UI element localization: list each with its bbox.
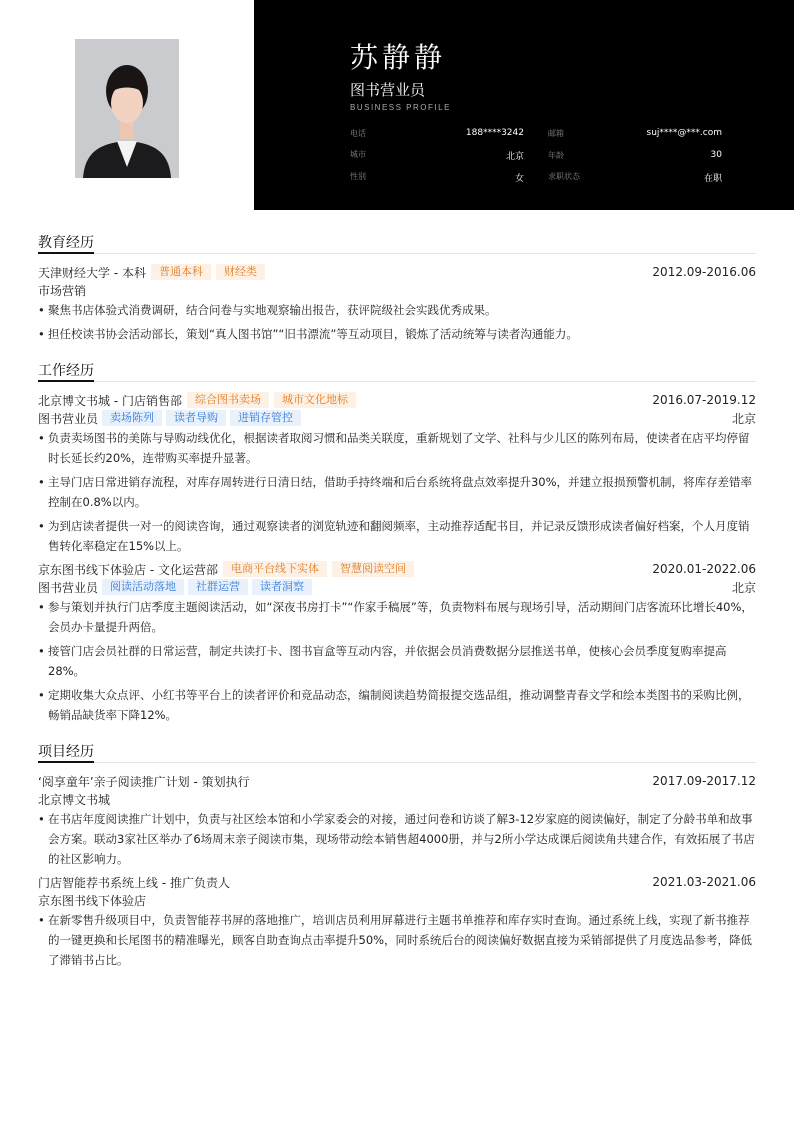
work-entry-head — [38, 560, 756, 578]
info-row — [350, 122, 722, 144]
role-tag: 社群运营 — [188, 579, 248, 595]
info-value: suj****@***.com — [646, 127, 722, 138]
project-entry-head — [38, 772, 756, 790]
project-name: ‘阅享童年’亲子阅读推广计划 - 策划执行 — [38, 774, 250, 789]
profile-subtitle: BUSINESS PROFILE — [350, 103, 451, 112]
entry-date: 2012.09-2016.06 — [652, 265, 756, 279]
school-name: 天津财经大学 - 本科 — [38, 265, 146, 280]
bullet-item: • 负责卖场图书的美陈与导购动线优化，根据读者取阅习惯和品类关联度，重新规划了文学、社科与少儿区的陈列布局，使读者在店平均停留时长延长约20%，连带购买率提升显著。 — [38, 428, 756, 468]
bullet-item: • 聚焦书店体验式消费调研，结合问卷与实地观察输出报告，获评院级社会实践优秀成果。 — [38, 300, 756, 320]
section-header — [38, 741, 756, 763]
role-name: 图书营业员 — [38, 580, 99, 595]
role-name: 图书营业员 — [38, 411, 99, 426]
bullet-item: • 为到店读者提供一对一的阅读咨询，通过观察读者的浏览轨迹和翻阅频率，主动推荐适配书目，并记录反馈形成读者偏好档案，个人月度销售转化率稳定在15%以上。 — [38, 516, 756, 556]
info-age — [536, 150, 722, 161]
section-header — [38, 232, 756, 254]
info-value: 30 — [710, 149, 722, 160]
info-value: 北京 — [505, 151, 524, 162]
school-tag: 财经类 — [216, 264, 265, 280]
info-label: 求职状态 — [548, 171, 580, 181]
info-label: 性别 — [350, 171, 366, 181]
bullet-item: • 定期收集大众点评、小红书等平台上的读者评价和竞品动态，编制阅读趋势简报提交选品组，推动调整青春文学和绘本类图书的采购比例，畅销品缺货率下降12%。 — [38, 685, 756, 725]
bullet-item: • 担任校读书协会活动部长，策划“真人图书馆”“旧书漂流”等互动项目，锻炼了活动统筹与读者沟通能力。 — [38, 324, 756, 344]
section-header — [38, 360, 756, 382]
section-title: 教育经历 — [38, 232, 94, 254]
work-city: 北京 — [731, 580, 756, 595]
company-name: 京东图书线下体验店 - 文化运营部 — [38, 562, 218, 577]
entry-date: 2021.03-2021.06 — [652, 875, 756, 889]
education-section — [38, 232, 756, 344]
work-bullets — [38, 597, 756, 725]
project-entry-head — [38, 873, 756, 891]
section-title: 工作经历 — [38, 360, 94, 382]
bullet-item: • 主导门店日常进销存流程，对库存周转进行日清日结，借助手持终端和后台系统将盘点效率提升30%，并建立报损预警机制，将库存差错率控制在0.8%以内。 — [38, 472, 756, 512]
info-label: 城市 — [350, 149, 366, 159]
info-label: 电话 — [350, 128, 366, 138]
work-section — [38, 360, 756, 725]
entry-left — [38, 392, 356, 409]
work-entry — [38, 560, 756, 725]
entry-left — [38, 264, 265, 281]
role-tag: 读者洞察 — [252, 579, 312, 595]
entry-date: 2020.01-2022.06 — [652, 562, 756, 576]
role-tag: 读者导购 — [166, 410, 226, 426]
info-row — [350, 166, 722, 188]
project-org: 京东图书线下体验店 — [38, 893, 147, 908]
major: 市场营销 — [38, 283, 87, 298]
role-tag: 阅读活动落地 — [102, 579, 184, 595]
photo-area — [0, 0, 254, 210]
company-tag: 综合图书卖场 — [187, 392, 269, 408]
info-label: 年龄 — [548, 150, 564, 160]
resume-content — [38, 232, 756, 986]
project-entry — [38, 873, 756, 970]
project-org-row — [38, 790, 756, 808]
section-title: 项目经历 — [38, 741, 94, 763]
entry-date: 2016.07-2019.12 — [652, 393, 756, 407]
projects-section — [38, 741, 756, 970]
company-name: 北京博文书城 - 门店销售部 — [38, 393, 182, 408]
work-entry — [38, 391, 756, 556]
bullet-item: • 参与策划并执行门店季度主题阅读活动，如“深夜书房打卡”“作家手稿展”等，负责物料布展与现场引导，活动期间门店客流环比增长40%，会员办卡量提升两倍。 — [38, 597, 756, 637]
header-banner — [254, 0, 794, 210]
work-entry-head — [38, 391, 756, 409]
contact-info-grid — [350, 122, 722, 188]
info-city — [350, 149, 536, 162]
company-tag: 电商平台线下实体 — [223, 561, 327, 577]
work-role-row — [38, 578, 756, 596]
candidate-name: 苏静静 — [350, 41, 447, 74]
entry-left — [38, 410, 301, 427]
work-city: 北京 — [731, 411, 756, 426]
company-tag: 城市文化地标 — [274, 392, 356, 408]
entry-date: 2017.09-2017.12 — [652, 774, 756, 788]
info-label: 邮箱 — [548, 128, 564, 138]
info-value: 在职 — [703, 173, 722, 184]
info-row — [350, 144, 722, 166]
education-bullets — [38, 300, 756, 344]
info-gender — [350, 171, 536, 184]
bullet-item: • 在书店年度阅读推广计划中，负责与社区绘本馆和小学家委会的对接，通过问卷和访谈了解3-12岁家庭的阅读偏好，制定了分龄书单和故事会方案。联动3家社区举办了6场周末亲子阅读市集，现场带动绘本销售超4000册，并与2所小学达成课后阅读角共建合作，有效拓展了书店的社区影响力。 — [38, 809, 756, 869]
project-name: 门店智能荐书系统上线 - 推广负责人 — [38, 875, 230, 890]
education-entry-head — [38, 263, 756, 281]
work-bullets — [38, 428, 756, 556]
school-tag: 普通本科 — [151, 264, 211, 280]
work-role-row — [38, 409, 756, 427]
info-phone — [350, 128, 536, 139]
job-title: 图书营业员 — [350, 81, 426, 99]
role-tag: 卖场陈列 — [102, 410, 162, 426]
profile-photo — [75, 39, 179, 178]
info-job-status — [536, 171, 722, 184]
education-major-row — [38, 281, 756, 299]
project-org: 北京博文书城 — [38, 792, 111, 807]
project-entry — [38, 772, 756, 869]
info-value: 女 — [514, 173, 524, 184]
info-email — [536, 128, 722, 139]
project-bullets — [38, 910, 756, 970]
bullet-item: • 在新零售升级项目中，负责智能荐书屏的落地推广，培训店员利用屏幕进行主题书单推荐和库存实时查询。通过系统上线，实现了新书推荐的一键更换和长尾图书的精准曝光，顾客自助查询点击率提升50%，同时系统后台的阅读偏好数据直接为采销部提供了月度选品参考，降低了滞销书占比。 — [38, 910, 756, 970]
project-org-row — [38, 891, 756, 909]
company-tag: 智慧阅读空间 — [332, 561, 414, 577]
entry-left — [38, 561, 414, 578]
entry-left — [38, 579, 312, 596]
info-value: 188****3242 — [465, 127, 524, 138]
bullet-item: • 接管门店会员社群的日常运营，制定共读打卡、图书盲盒等互动内容，并依据会员消费数据分层推送书单，使核心会员季度复购率提高28%。 — [38, 641, 756, 681]
role-tag: 进销存管控 — [230, 410, 301, 426]
project-bullets — [38, 809, 756, 869]
